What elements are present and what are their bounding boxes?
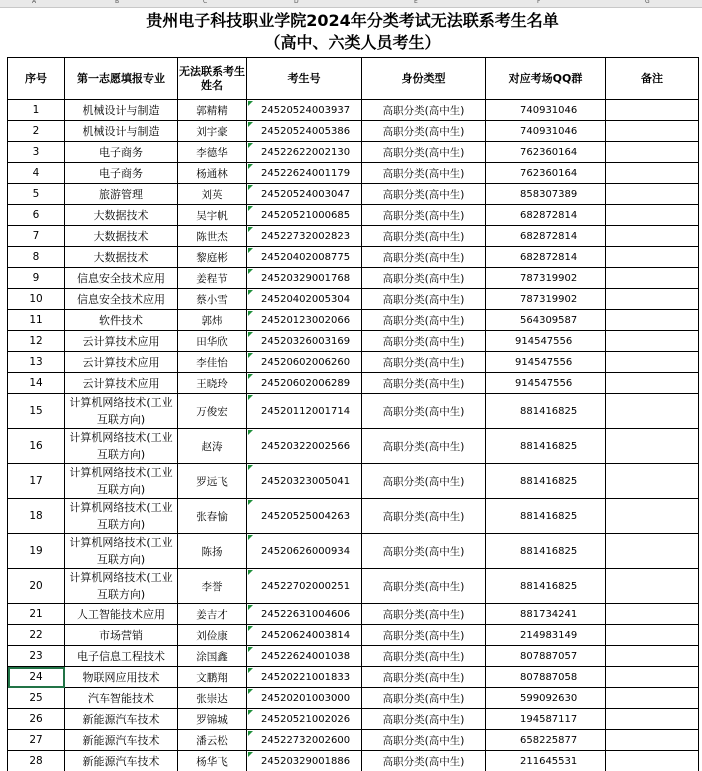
exam-no-cell[interactable]: 24520112001714 [247, 394, 362, 429]
column-letter[interactable]: C [203, 0, 208, 5]
name-cell[interactable]: 赵涛 [178, 429, 247, 464]
exam-no-cell[interactable]: 24520123002066 [247, 310, 362, 331]
seq-cell[interactable]: 23 [8, 646, 65, 667]
id-type-cell[interactable]: 高职分类(高中生) [362, 646, 486, 667]
major-cell[interactable]: 软件技术 [65, 310, 178, 331]
major-cell[interactable]: 机械设计与制造 [65, 100, 178, 121]
name-cell[interactable]: 陈世杰 [178, 226, 247, 247]
id-type-cell[interactable]: 高职分类(高中生) [362, 667, 486, 688]
id-type-cell[interactable]: 高职分类(高中生) [362, 310, 486, 331]
name-cell[interactable]: 刘俭康 [178, 625, 247, 646]
note-cell[interactable] [606, 534, 699, 569]
exam-no-cell[interactable]: 24520326003169 [247, 331, 362, 352]
seq-cell[interactable]: 28 [8, 751, 65, 771]
seq-cell[interactable]: 9 [8, 268, 65, 289]
table-row [8, 247, 699, 268]
name-cell[interactable]: 杨华飞 [178, 751, 247, 771]
seq-cell[interactable]: 25 [8, 688, 65, 709]
note-cell[interactable] [606, 569, 699, 604]
id-type-cell[interactable]: 高职分类(高中生) [362, 373, 486, 394]
seq-cell[interactable]: 17 [8, 464, 65, 499]
exam-no-cell[interactable]: 24520323005041 [247, 464, 362, 499]
major-cell[interactable]: 计算机网络技术(工业互联方向) [65, 534, 178, 569]
exam-no-cell[interactable]: 24520322002566 [247, 429, 362, 464]
table-row [8, 184, 699, 205]
major-cell[interactable]: 电子信息工程技术 [65, 646, 178, 667]
note-cell[interactable] [606, 268, 699, 289]
table-row [8, 163, 699, 184]
seq-cell[interactable]: 7 [8, 226, 65, 247]
id-type-cell[interactable]: 高职分类(高中生) [362, 534, 486, 569]
exam-no-cell[interactable]: 24522624001038 [247, 646, 362, 667]
qq-group-cell[interactable]: 211645531 [486, 751, 606, 771]
name-cell[interactable]: 姜程节 [178, 268, 247, 289]
column-letter[interactable]: F [537, 0, 541, 5]
major-cell[interactable]: 机械设计与制造 [65, 121, 178, 142]
id-type-cell[interactable]: 高职分类(高中生) [362, 709, 486, 730]
note-cell[interactable] [606, 730, 699, 751]
note-cell[interactable] [606, 625, 699, 646]
name-cell[interactable]: 田华欣 [178, 331, 247, 352]
major-cell[interactable]: 计算机网络技术(工业互联方向) [65, 464, 178, 499]
note-cell[interactable] [606, 429, 699, 464]
exam-no-cell[interactable]: 24520201003000 [247, 688, 362, 709]
name-cell[interactable]: 涂国鑫 [178, 646, 247, 667]
major-cell[interactable]: 电子商务 [65, 142, 178, 163]
major-cell[interactable]: 市场营销 [65, 625, 178, 646]
note-cell[interactable] [606, 226, 699, 247]
page-subtitle: （高中、六类人员考生） [264, 33, 441, 52]
table-row [8, 121, 699, 142]
id-type-cell[interactable]: 高职分类(高中生) [362, 142, 486, 163]
qq-group-cell[interactable]: 881416825 [486, 569, 606, 604]
name-cell[interactable]: 张崇达 [178, 688, 247, 709]
table-row [8, 352, 699, 373]
table-row [8, 604, 699, 625]
header-major[interactable]: 第一志愿填报专业 [65, 58, 178, 100]
note-cell[interactable] [606, 142, 699, 163]
note-cell[interactable] [606, 464, 699, 499]
id-type-cell[interactable]: 高职分类(高中生) [362, 226, 486, 247]
seq-cell[interactable]: 26 [8, 709, 65, 730]
table-row [8, 751, 699, 771]
note-cell[interactable] [606, 205, 699, 226]
note-cell[interactable] [606, 163, 699, 184]
seq-cell[interactable]: 12 [8, 331, 65, 352]
table-row [8, 331, 699, 352]
header-name[interactable]: 无法联系考生姓名 [178, 58, 247, 100]
exam-no-cell[interactable]: 24522702000251 [247, 569, 362, 604]
major-cell[interactable]: 计算机网络技术(工业互联方向) [65, 429, 178, 464]
seq-cell[interactable]: 10 [8, 289, 65, 310]
table-row [8, 464, 699, 499]
note-cell[interactable] [606, 310, 699, 331]
qq-group-cell[interactable]: 564309587 [486, 310, 606, 331]
table-row [8, 534, 699, 569]
id-type-cell[interactable]: 高职分类(高中生) [362, 163, 486, 184]
exam-no-cell[interactable]: 24520626000934 [247, 534, 362, 569]
exam-no-cell[interactable]: 24520521000685 [247, 205, 362, 226]
exam-no-cell[interactable]: 24520524003937 [247, 100, 362, 121]
id-type-cell[interactable]: 高职分类(高中生) [362, 184, 486, 205]
id-type-cell[interactable]: 高职分类(高中生) [362, 688, 486, 709]
table-row [8, 667, 699, 688]
table-row [8, 394, 699, 429]
qq-group-cell[interactable]: 881416825 [486, 429, 606, 464]
id-type-cell[interactable]: 高职分类(高中生) [362, 205, 486, 226]
exam-no-cell[interactable]: 24520402008775 [247, 247, 362, 268]
qq-group-cell[interactable]: 214983149 [486, 625, 606, 646]
header-note[interactable]: 备注 [606, 58, 699, 100]
name-cell[interactable]: 潘云松 [178, 730, 247, 751]
note-cell[interactable] [606, 373, 699, 394]
name-cell[interactable]: 黎庭彬 [178, 247, 247, 268]
seq-cell[interactable]: 22 [8, 625, 65, 646]
column-letter[interactable]: D [294, 0, 299, 5]
column-letter[interactable]: G [645, 0, 650, 5]
major-cell[interactable]: 计算机网络技术(工业互联方向) [65, 394, 178, 429]
table-row [8, 625, 699, 646]
name-cell[interactable]: 罗远飞 [178, 464, 247, 499]
id-type-cell[interactable]: 高职分类(高中生) [362, 730, 486, 751]
id-type-cell[interactable]: 高职分类(高中生) [362, 394, 486, 429]
note-cell[interactable] [606, 499, 699, 534]
table-body [8, 100, 699, 771]
student-table [7, 57, 699, 771]
header-exam-no[interactable]: 考生号 [247, 58, 362, 100]
table-row [8, 499, 699, 534]
qq-group-cell[interactable]: 740931046 [486, 121, 606, 142]
name-cell[interactable]: 罗锦城 [178, 709, 247, 730]
table-row [8, 289, 699, 310]
exam-no-cell[interactable]: 24520402005304 [247, 289, 362, 310]
major-cell[interactable]: 计算机网络技术(工业互联方向) [65, 499, 178, 534]
qq-group-cell[interactable]: 762360164 [486, 142, 606, 163]
table-row [8, 268, 699, 289]
exam-no-cell[interactable]: 24522732002600 [247, 730, 362, 751]
id-type-cell[interactable]: 高职分类(高中生) [362, 751, 486, 771]
header-seq[interactable]: 序号 [8, 58, 65, 100]
exam-no-cell[interactable]: 24520524003047 [247, 184, 362, 205]
note-cell[interactable] [606, 604, 699, 625]
seq-cell[interactable]: 1 [8, 100, 65, 121]
qq-group-cell[interactable]: 787319902 [486, 268, 606, 289]
seq-cell[interactable]: 2 [8, 121, 65, 142]
id-type-cell[interactable]: 高职分类(高中生) [362, 331, 486, 352]
note-cell[interactable] [606, 100, 699, 121]
seq-cell[interactable]: 18 [8, 499, 65, 534]
exam-no-cell[interactable]: 24522622002130 [247, 142, 362, 163]
table-row [8, 688, 699, 709]
note-cell[interactable] [606, 184, 699, 205]
major-cell[interactable]: 新能源汽车技术 [65, 751, 178, 771]
seq-cell[interactable]: 5 [8, 184, 65, 205]
column-header-bar [0, 0, 702, 8]
note-cell[interactable] [606, 394, 699, 429]
note-cell[interactable] [606, 247, 699, 268]
table-row [8, 569, 699, 604]
note-cell[interactable] [606, 121, 699, 142]
name-cell[interactable]: 郭炜 [178, 310, 247, 331]
major-cell[interactable]: 旅游管理 [65, 184, 178, 205]
major-cell[interactable]: 云计算技术应用 [65, 331, 178, 352]
exam-no-cell[interactable]: 24520525004263 [247, 499, 362, 534]
major-cell[interactable]: 大数据技术 [65, 247, 178, 268]
qq-group-cell[interactable]: 658225877 [486, 730, 606, 751]
seq-cell[interactable]: 16 [8, 429, 65, 464]
note-cell[interactable] [606, 688, 699, 709]
table-row [8, 373, 699, 394]
name-cell[interactable]: 杨通林 [178, 163, 247, 184]
exam-no-cell[interactable]: 24520329001886 [247, 751, 362, 771]
qq-group-cell[interactable]: 807887057 [486, 646, 606, 667]
table-row [8, 226, 699, 247]
exam-no-cell[interactable]: 24520602006289 [247, 373, 362, 394]
name-cell[interactable]: 王晓玲 [178, 373, 247, 394]
seq-cell[interactable]: 14 [8, 373, 65, 394]
qq-group-cell[interactable]: 858307389 [486, 184, 606, 205]
exam-no-cell[interactable]: 24520521002026 [247, 709, 362, 730]
title-block [7, 8, 698, 56]
qq-group-cell[interactable]: 881416825 [486, 499, 606, 534]
qq-group-cell[interactable]: 682872814 [486, 226, 606, 247]
table-row [8, 429, 699, 464]
qq-group-cell[interactable]: 599092630 [486, 688, 606, 709]
qq-group-cell[interactable]: 787319902 [486, 289, 606, 310]
note-cell[interactable] [606, 352, 699, 373]
major-cell[interactable]: 计算机网络技术(工业互联方向) [65, 569, 178, 604]
seq-cell[interactable]: 11 [8, 310, 65, 331]
id-type-cell[interactable]: 高职分类(高中生) [362, 625, 486, 646]
id-type-cell[interactable]: 高职分类(高中生) [362, 499, 486, 534]
table-row [8, 730, 699, 751]
name-cell[interactable]: 万俊宏 [178, 394, 247, 429]
name-cell[interactable]: 蔡小雪 [178, 289, 247, 310]
table-row [8, 310, 699, 331]
exam-no-cell[interactable]: 24520602006260 [247, 352, 362, 373]
note-cell[interactable] [606, 646, 699, 667]
name-cell[interactable]: 文鹏翔 [178, 667, 247, 688]
table-row [8, 205, 699, 226]
table-row [8, 709, 699, 730]
major-cell[interactable]: 物联网应用技术 [65, 667, 178, 688]
qq-group-cell[interactable]: 807887058 [486, 667, 606, 688]
qq-group-cell[interactable]: 914547556 [486, 352, 606, 373]
page-title: 贵州电子科技职业学院2024年分类考试无法联系考生名单 [146, 11, 559, 30]
column-letter[interactable]: E [414, 0, 418, 5]
name-cell[interactable]: 刘宇豪 [178, 121, 247, 142]
qq-group-cell[interactable]: 194587117 [486, 709, 606, 730]
table-row [8, 100, 699, 121]
major-cell[interactable]: 大数据技术 [65, 205, 178, 226]
major-cell[interactable]: 云计算技术应用 [65, 373, 178, 394]
id-type-cell[interactable]: 高职分类(高中生) [362, 289, 486, 310]
header-qq[interactable]: 对应考场QQ群 [486, 58, 606, 100]
note-cell[interactable] [606, 751, 699, 771]
qq-group-cell[interactable]: 881416825 [486, 534, 606, 569]
name-cell[interactable]: 郭精精 [178, 100, 247, 121]
exam-no-cell[interactable]: 24520624003814 [247, 625, 362, 646]
table-header-row [8, 58, 699, 100]
id-type-cell[interactable]: 高职分类(高中生) [362, 121, 486, 142]
qq-group-cell[interactable]: 762360164 [486, 163, 606, 184]
name-cell[interactable]: 姜吉才 [178, 604, 247, 625]
seq-cell[interactable]: 4 [8, 163, 65, 184]
exam-no-cell[interactable]: 24520329001768 [247, 268, 362, 289]
major-cell[interactable]: 人工智能技术应用 [65, 604, 178, 625]
major-cell[interactable]: 新能源汽车技术 [65, 709, 178, 730]
major-cell[interactable]: 电子商务 [65, 163, 178, 184]
table-row [8, 646, 699, 667]
id-type-cell[interactable]: 高职分类(高中生) [362, 464, 486, 499]
note-cell[interactable] [606, 289, 699, 310]
seq-cell[interactable]: 20 [8, 569, 65, 604]
name-cell[interactable]: 李佳怡 [178, 352, 247, 373]
qq-group-cell[interactable]: 740931046 [486, 100, 606, 121]
id-type-cell[interactable]: 高职分类(高中生) [362, 429, 486, 464]
seq-cell[interactable]: 24 [8, 667, 65, 688]
qq-group-cell[interactable]: 682872814 [486, 205, 606, 226]
exam-no-cell[interactable]: 24522732002823 [247, 226, 362, 247]
qq-group-cell[interactable]: 682872814 [486, 247, 606, 268]
exam-no-cell[interactable]: 24522624001179 [247, 163, 362, 184]
seq-cell[interactable]: 19 [8, 534, 65, 569]
seq-cell[interactable]: 3 [8, 142, 65, 163]
name-cell[interactable]: 李德华 [178, 142, 247, 163]
exam-no-cell[interactable]: 24520221001833 [247, 667, 362, 688]
name-cell[interactable]: 张春愉 [178, 499, 247, 534]
id-type-cell[interactable]: 高职分类(高中生) [362, 569, 486, 604]
major-cell[interactable]: 大数据技术 [65, 226, 178, 247]
major-cell[interactable]: 云计算技术应用 [65, 352, 178, 373]
id-type-cell[interactable]: 高职分类(高中生) [362, 268, 486, 289]
seq-cell[interactable]: 6 [8, 205, 65, 226]
qq-group-cell[interactable]: 914547556 [486, 331, 606, 352]
column-letter[interactable]: B [115, 0, 120, 5]
major-cell[interactable]: 信息安全技术应用 [65, 268, 178, 289]
qq-group-cell[interactable]: 881734241 [486, 604, 606, 625]
seq-cell[interactable]: 21 [8, 604, 65, 625]
name-cell[interactable]: 吴宇帆 [178, 205, 247, 226]
qq-group-cell[interactable]: 881416825 [486, 394, 606, 429]
qq-group-cell[interactable]: 881416825 [486, 464, 606, 499]
note-cell[interactable] [606, 667, 699, 688]
exam-no-cell[interactable]: 24522631004606 [247, 604, 362, 625]
note-cell[interactable] [606, 709, 699, 730]
major-cell[interactable]: 信息安全技术应用 [65, 289, 178, 310]
name-cell[interactable]: 陈扬 [178, 534, 247, 569]
exam-no-cell[interactable]: 24520524005386 [247, 121, 362, 142]
column-letter[interactable]: A [32, 0, 37, 5]
major-cell[interactable]: 汽车智能技术 [65, 688, 178, 709]
id-type-cell[interactable]: 高职分类(高中生) [362, 352, 486, 373]
table-row [8, 142, 699, 163]
note-cell[interactable] [606, 331, 699, 352]
id-type-cell[interactable]: 高职分类(高中生) [362, 604, 486, 625]
name-cell[interactable]: 李誉 [178, 569, 247, 604]
seq-cell[interactable]: 27 [8, 730, 65, 751]
id-type-cell[interactable]: 高职分类(高中生) [362, 247, 486, 268]
header-id-type[interactable]: 身份类型 [362, 58, 486, 100]
seq-cell[interactable]: 15 [8, 394, 65, 429]
seq-cell[interactable]: 13 [8, 352, 65, 373]
id-type-cell[interactable]: 高职分类(高中生) [362, 100, 486, 121]
qq-group-cell[interactable]: 914547556 [486, 373, 606, 394]
name-cell[interactable]: 刘英 [178, 184, 247, 205]
major-cell[interactable]: 新能源汽车技术 [65, 730, 178, 751]
seq-cell[interactable]: 8 [8, 247, 65, 268]
